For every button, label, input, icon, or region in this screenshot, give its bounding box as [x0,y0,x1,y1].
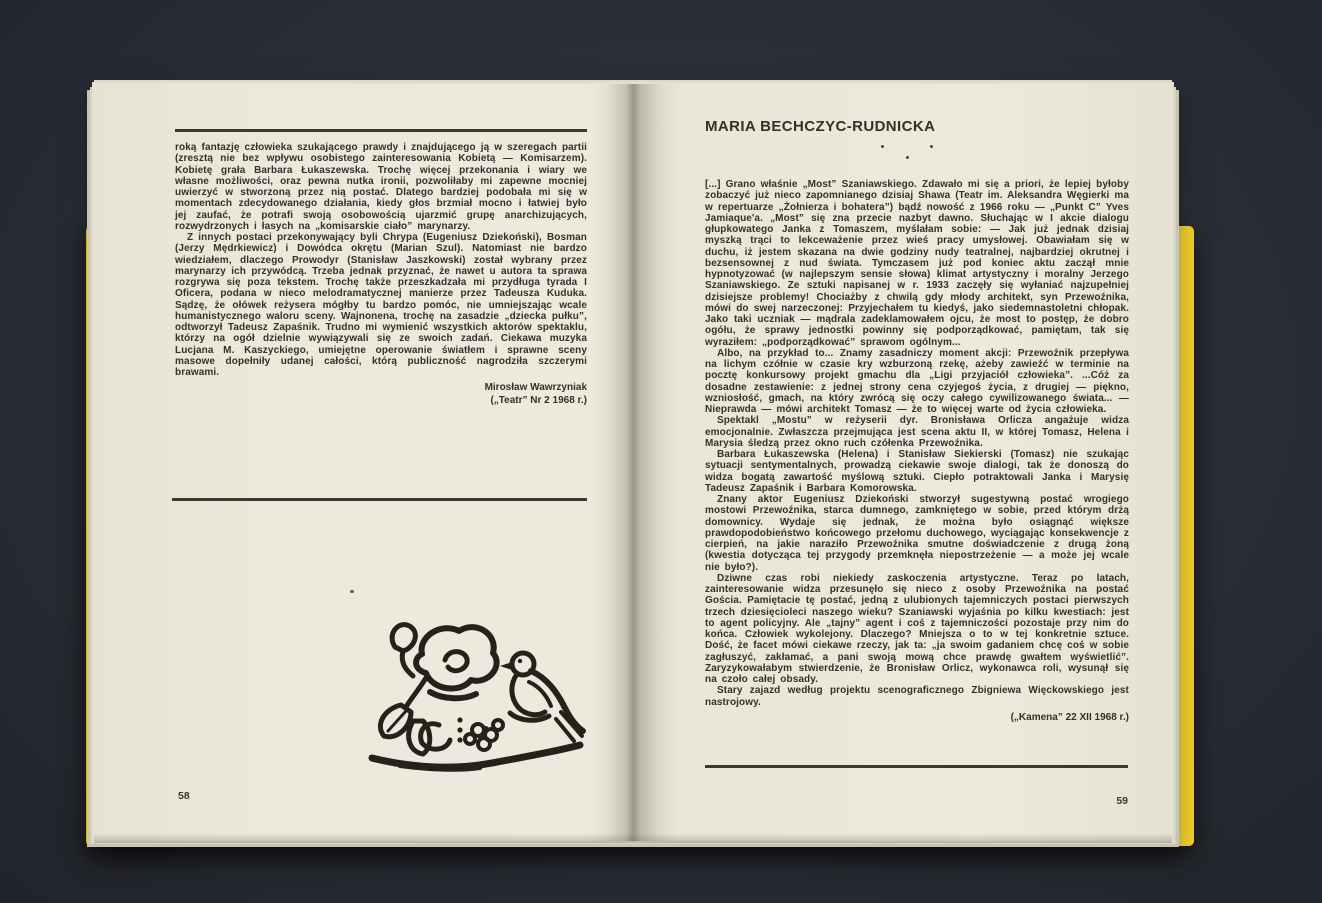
dot-icon [881,145,884,148]
right-page-attribution: („Kamena” 22 XII 1968 r.) [1010,711,1129,723]
left-page-paragraph: roką fantazję człowieka szukającego prawdy i znajdującego ją w szeregach partii (zresztą nie bez wpływu osobistego zainteresowania Kobietą — Komisarzem). Kobietę grała Barbara Łukaszewska. Trochę więcej przekonania i wiary we własne możliwości, oraz pewna nutka ironii, pozwoliłaby mi zapewne mocniej uwierzyć w stworzoną przez nią postać. Dlatego bardziej podobała mi się w momentach zdecydowanego działania, kiedy głos brzmiał mocno i łatwiej było jej zaufać, że potrafi swoją osobowością ujarzmić grupę anarchizujących, rozwydrzonych i łasych na „komisarskie ciało” marynarzy. [175,142,587,232]
right-page-paragraph: Znany aktor Eugeniusz Dziekoński stworzył sugestywną postać wrogiego mostowi Przewoźnika, starca dumnego, zamkniętego w sobie, przed którym drżą domownicy. Wydaje się jednak, że można było osiągnąć większe prawdopodobieństwo końcowego przełomu duchowego, wyciągając konsekwencje z cierpień, na jakie naraziło Przewoźnika smutne doświadczenie z drugą żoną (kwestia dotycząca tej przygody przemknęła niepostrzeżenie — a może jej wcale nie było?). [705,494,1129,573]
book-gutter-shadow [607,84,659,841]
right-page-paragraph: Barbara Łukaszewska (Helena) i Stanisław Siekierski (Tomasz) nie szukając sytuacji sentymentalnych, prowadzą ciekawie swoje dialogi, tak że donoszą do widza bogatą zawartość myślową sztuki. Ciepło potraktowali Janka i Marysię Tadeusz Zapaśnik i Barbara Komorowska. [705,449,1129,494]
right-page-paragraph: Stary zajazd według projektu scenograficznego Zbigniewa Więckowskiego jest nastrojowy. [705,685,1129,708]
open-book-spread [94,84,1172,841]
dot-icon [930,145,933,148]
right-page-paragraph: Albo, na przykład to... Znamy zasadniczy moment akcji: Przewoźnik przepływa na lichym czółnie w czasie kry wzburzoną rzekę, ażeby zawieźć w terminie na pocztę konkursowy projekt gmachu dla „Ligi przyjaciół człowieka”. ...Cóż za dosadne zestawienie: z jednej strony cena czyjegoś życia, z drugiej — piękno, wzniosłość, gmach, na który zwrócą się oczy całego cywilizowanego świata... — Nieprawda — mówi architekt Tomasz — że to więcej warte od życia człowieka. [705,347,1129,415]
rose-and-bird-woodcut-illustration [360,608,590,778]
right-page-number: 59 [1116,795,1128,807]
left-page-middle-rule [172,498,587,501]
left-page-number: 58 [178,790,190,802]
right-page-paragraph: Dziwne czas robi niekiedy zaskoczenia artystyczne. Teraz po latach, zainteresowanie widza przesunęło się nieco z osoby Przewoźnika na postać Gościa. Pamiętacie tę postać, jedną z ulubionych tajemniczych postaci pierwszych trzech dziesięcioleci naszego wieku? Szaniawski wyjaśnia po kilku kwestiach: jest to agent policyjny. Ale „tajny” agent i coś z tajemniczości pozostaje przy nim do końca. Człowiek wykolejony. Dlaczego? Mniejsza o to w tej konkretnie sztuce. Dość, że facet mówi ciekawe rzeczy, jak ta: „ja swoim gadaniem chcę coś w sobie zagłuszyć, zakłamać, a pani swoją mową chce prawdę gwałtem wyświetlić”. Zaryzykowałabym stwierdzenie, że Bronisław Orlicz, wykonawca roli, wysunął się na czoło całej obsady. [705,572,1129,685]
section-break-dots [705,141,1129,163]
right-page-paragraph: [...] Grano właśnie „Most” Szaniawskiego. Zdawało mi się a priori, że lepiej byłoby zobaczyć już nieco zapomnianego dzisiaj Shawa (Teatr im. Aleksandra Węgierki ma w repertuarze „Żołnierza i bohatera”) bądź nowość z 1966 roku — „Punkt C” Yves Jamiaque'a. „Most” się zna przecie nazbyt dawno. Słuchając w I akcie dialogu głupkowatego Janka z Tomaszem, myślałam sobie: — Jak już jednak dzisiaj myszką trąci to lekceważenie przez wieś pracy umysłowej. Obawiałam się w duchu, iż jestem skazana na dwie godziny nudy teatralnej, najbardziej okrutnej i bezsensownej z nud świata. Tymczasem już pod koniec aktu zaczął mnie hypnotyzować (w najlepszym sensie słowa) klimat artystyczny i moralny Jerzego Szaniawskiego. Ze sztuki napisanej w r. 1933 zaczęły się wyłaniać najzupełniej dzisiejsze problemy! Chociażby z chwilą gdy młody architekt, syn Przewoźnika, mówi do swej narzeczonej: Przyjechałem tu kiedyś, jako siedemnastoletni chłopak. Jako taki uczniak — mądrala zadeklamowałem ojcu, że most to postęp, że dobro ogółu, że sprawy jednostki powinny się podporządkować, pamiętam, tak się wyraziłem: „podporządkować” sprawom ogólnym... [705,179,1129,348]
author-heading: MARIA BECHCZYC-RUDNICKA [705,118,936,135]
dot-icon [906,156,909,159]
right-page-bottom-rule [705,765,1128,768]
attribution-author: Mirosław Wawrzyniak [484,382,587,394]
left-page-attribution [175,382,587,407]
right-page [705,118,1129,724]
left-page-top-rule [175,129,587,132]
right-page-paragraph: Spektakl „Mostu” w reżyserii dyr. Bronisława Orlicza angażuje widza emocjonalnie. Zwłaszcza przejmująca jest scena aktu II, w której Tomasz, Helena i Marysia śledzą przez okno ruch czółenka Przewoźnika. [705,415,1129,449]
left-page [175,129,587,407]
attribution-source: („Teatr” Nr 2 1968 r.) [490,394,587,406]
paper-speck [350,590,354,593]
left-page-paragraph: Z innych postaci przekonywający byli Chrypa (Eugeniusz Dziekoński), Bosman (Jerzy Mędrkiewicz) i Dowódca okrętu (Marian Szul). Natomiast nie bardzo wiedziałem, dlaczego Prowodyr (Stanisław Jaszkowski) został wybrany przez marynarzy ich przywódcą. Trzeba jednak przyznać, że nawet u autora ta sprawa rozgrywa się poza tekstem. Trochę także przeszkadzała mi przydługa tyrada I Oficera, podana w nieco melodramatycznej manierze przez Tadeusza Kuduka. Sądzę, że ołówek reżysera mógłby tu bardzo pomóc, nie umniejszając wcale humanistycznego waloru sceny. Wajnonena, trochę na zasadzie „dziecka pułku”, odtworzył Tadeusz Zapaśnik. Trudno mi wymienić wszystkich aktorów spektaklu, którzy na ogół dzielnie wywiązywali się ze swoich zadań. Ciekawa muzyka Lucjana M. Kaszyckiego, umiejętne operowanie światłem i sprawne sceny masowe dopełniły udanej całości, którą publiczność nagrodziła szczerymi brawami. [175,232,587,378]
